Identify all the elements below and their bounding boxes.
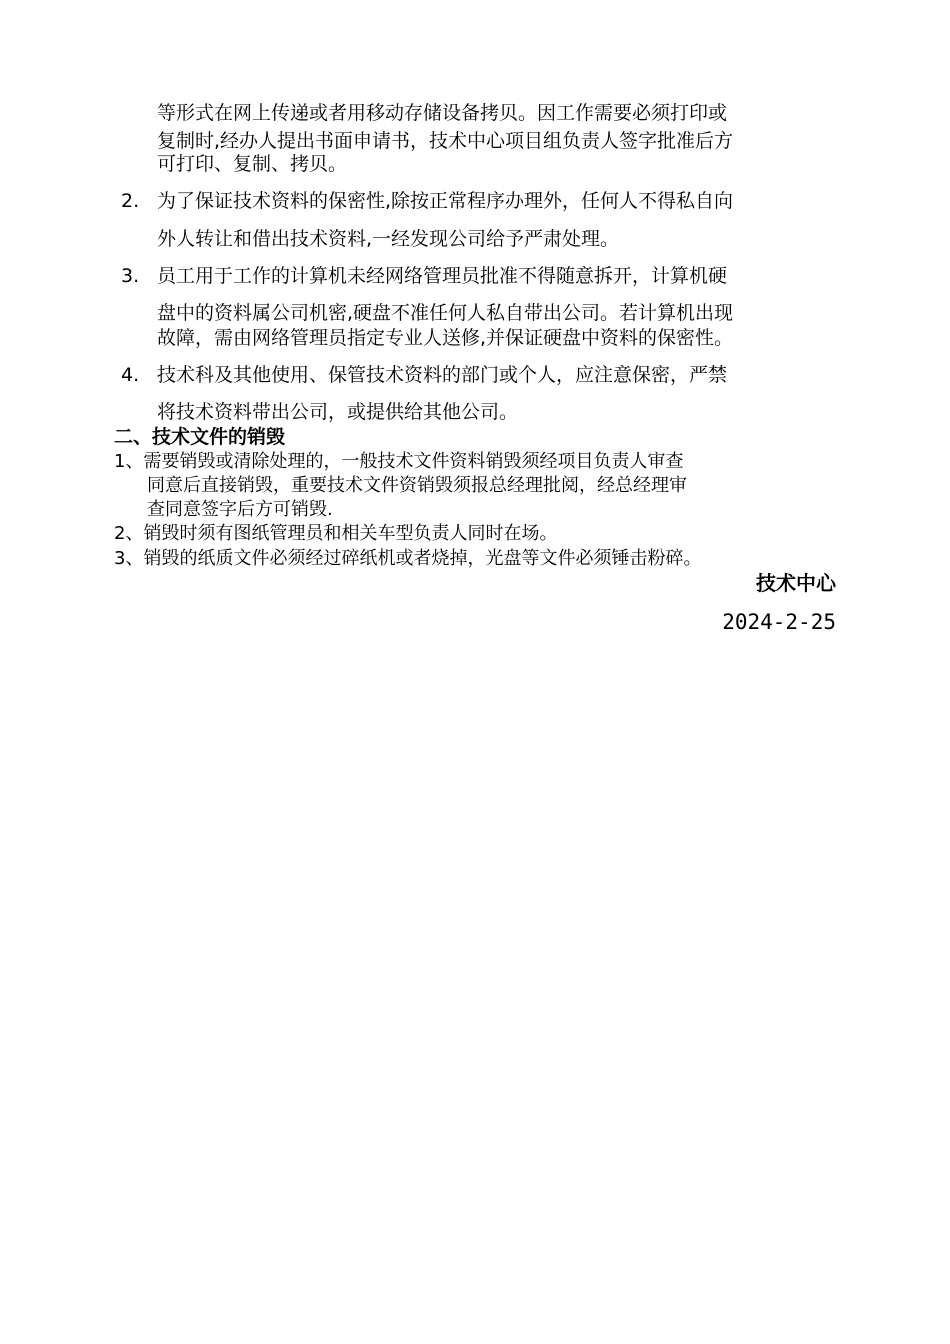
paragraph-line: 2、销毁时须有图纸管理员和相关车型负责人同时在场。 [114, 523, 558, 544]
paragraph-line: 1、需要销毁或清除处理的，一般技术文件资料销毁须经项目负责人审查 [114, 451, 684, 472]
paragraph-line: 为了保证技术资料的保密性,除按正常程序办理外，任何人不得私自向 [157, 190, 734, 212]
paragraph-line: 3、销毁的纸质文件必须经过碎纸机或者烧掉，光盘等文件必须锤击粉碎。 [114, 548, 702, 569]
paragraph-line: 等形式在网上传递或者用移动存储设备拷贝。因工作需要必须打印或 [157, 102, 728, 124]
paragraph-line: 查同意签字后方可销毁. [147, 499, 333, 520]
paragraph-line: 将技术资料带出公司，或提供给其他公司。 [157, 401, 519, 423]
paragraph-line: 盘中的资料属公司机密,硬盘不准任何人私自带出公司。若计算机出现 [157, 302, 734, 324]
list-item-number: 2. [121, 190, 140, 212]
paragraph-line: 复制时,经办人提出书面申请书，技术中心项目组负责人签字批准后方 [157, 130, 734, 152]
signature-date: 2024-2-25 [722, 610, 836, 634]
paragraph-line: 可打印、复制、拷贝。 [157, 153, 348, 175]
paragraph-line: 技术科及其他使用、保管技术资料的部门或个人，应注意保密，严禁 [157, 364, 728, 386]
paragraph-line: 同意后直接销毁，重要技术文件资销毁须报总经理批阅，经总经理审 [147, 475, 687, 496]
list-item-number: 3. [121, 265, 140, 287]
list-item-number: 4. [121, 364, 140, 386]
signature-department: 技术中心 [756, 571, 836, 595]
section-heading: 二、技术文件的销毁 [114, 426, 286, 448]
paragraph-line: 故障，需由网络管理员指定专业人送修,并保证硬盘中资料的保密性。 [157, 327, 734, 349]
paragraph-line: 员工用于工作的计算机未经网络管理员批准不得随意拆开，计算机硬 [157, 265, 728, 287]
paragraph-line: 外人转让和借出技术资料,一经发现公司给予严肃处理。 [157, 228, 620, 250]
